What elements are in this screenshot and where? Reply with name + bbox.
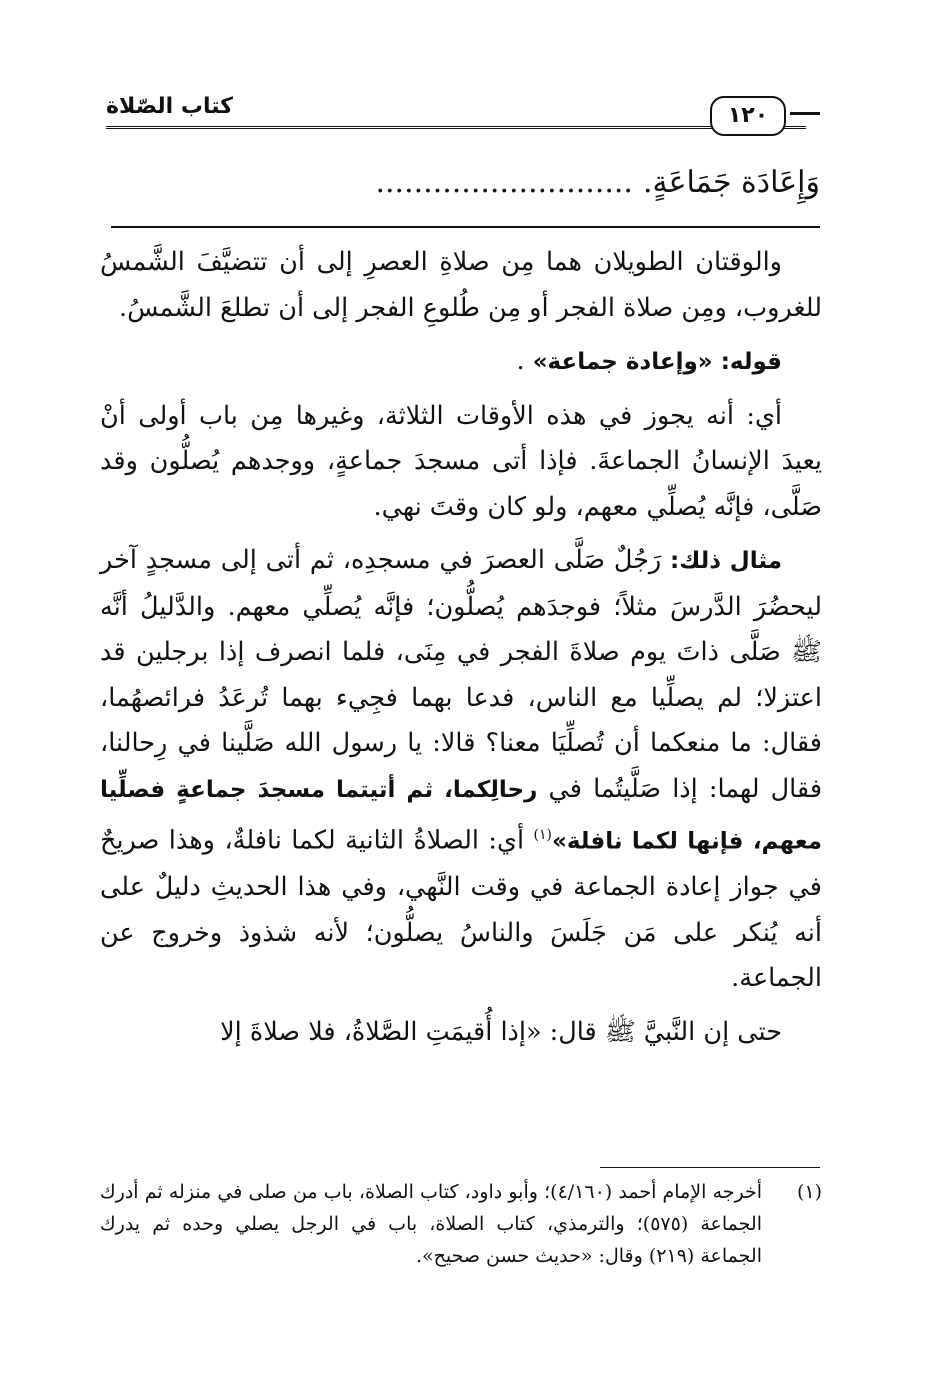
footnote-rule — [600, 1167, 820, 1168]
quoted-matn: «وإعادة جماعة» — [532, 349, 713, 375]
matn-text: وَإِعَادَة جَمَاعَةٍ. — [642, 165, 820, 200]
example-tail: أي: الصلاةُ الثانية لكما نافلةٌ، وهذا صريحٌ في جواز إعادة الجماعة في وقت النَّهي، وفي هذا الحديثِ دليلٌ على أنه يُنكر على مَن جَلَسَ والناسُ يصلُّون؛ لأنه شذوذ وخروج عن الجماعة. — [100, 825, 822, 993]
book-title: كتاب الصّلاة — [106, 94, 233, 119]
example-label: مثال ذلك: — [670, 548, 782, 574]
example-text: رَجُلٌ صَلَّى العصرَ في مسجدِه، ثم أتى إلى مسجدٍ آخر ليحضُرَ الدَّرسَ مثلاً؛ فوجدَهم يُصلُّون؛ فإنَّه يُصلِّي معهم. والدَّليلُ أنَّه ﷺ صَلَّى ذاتَ يوم صلاةَ الفجر في مِنَى، فلما انصرف إذا برجلين قد اعتزلا؛ لم يصلِّيا مع الناس، فدعا بهما فجِيء بهما تُرعَدُ فرائصهُما، فقال: ما منعكما أن تُصلِّيَا معنا؟ قالا: يا رسول الله صَلَّينا في رِحالنا، فقال لهما: إذا صَلَّيتُما في — [100, 545, 823, 804]
qawluhu-label: قوله: — [720, 349, 782, 375]
paragraph-2 — [100, 339, 822, 386]
running-header — [100, 92, 820, 142]
paragraph-1: والوقتان الطويلان هما مِن صلاةِ العصرِ إلى أن تتضيَّفَ الشَّمسُ للغروب، ومِن صلاة الفجر أو مِن طُلوعِ الفجر إلى أن تطلعَ الشَّمسُ. — [100, 247, 822, 323]
paragraph-2-end: . — [516, 346, 525, 376]
footnote-text: أخرجه الإمام أحمد (٤/١٦٠)؛ وأبو داود، كتاب الصلاة، باب من صلى في منزله ثم أدرك الجماعة (٥٧٥)؛ والترمذي، كتاب الصلاة، باب في الرجل يصلي وحده ثم يدرك الجماعة (٢١٩) وقال: «حديث حسن صحيح». — [100, 1181, 763, 1267]
footnote — [100, 1176, 822, 1272]
hadith-bold: رحالِكما، ثم أتيتما مسجدَ جماعةٍ فصلِّيا معهم، فإنها لكما نافلة» — [100, 776, 822, 855]
commentary-body — [100, 240, 822, 1055]
matn-rule — [111, 226, 820, 228]
paragraph-4 — [100, 538, 822, 1002]
matn-line — [100, 158, 820, 208]
footnote-marker: (١) — [533, 827, 552, 843]
header-rule — [106, 126, 806, 131]
footnote-number: (١) — [796, 1181, 822, 1203]
paragraph-3: أي: أنه يجوز في هذه الأوقات الثلاثة، وغيرها مِن باب أولى أنْ يعيدَ الإنسانُ الجماعةَ. فإذا أتى مسجدَ جماعةٍ، ووجدهم يُصلُّون وقد صَلَّى، فإنَّه يُصلِّي معهم، ولو كان وقتَ نهي. — [100, 400, 822, 522]
page-number: ١٢٠ — [710, 96, 786, 136]
paragraph-5: حتى إن النَّبيَّ ﷺ قال: «إذا أُقيمَتِ الصَّلاةُ، فلا صلاةَ إلا — [220, 1016, 782, 1047]
matn-dots: ........................... — [375, 165, 633, 200]
header-rule-short — [790, 112, 820, 115]
